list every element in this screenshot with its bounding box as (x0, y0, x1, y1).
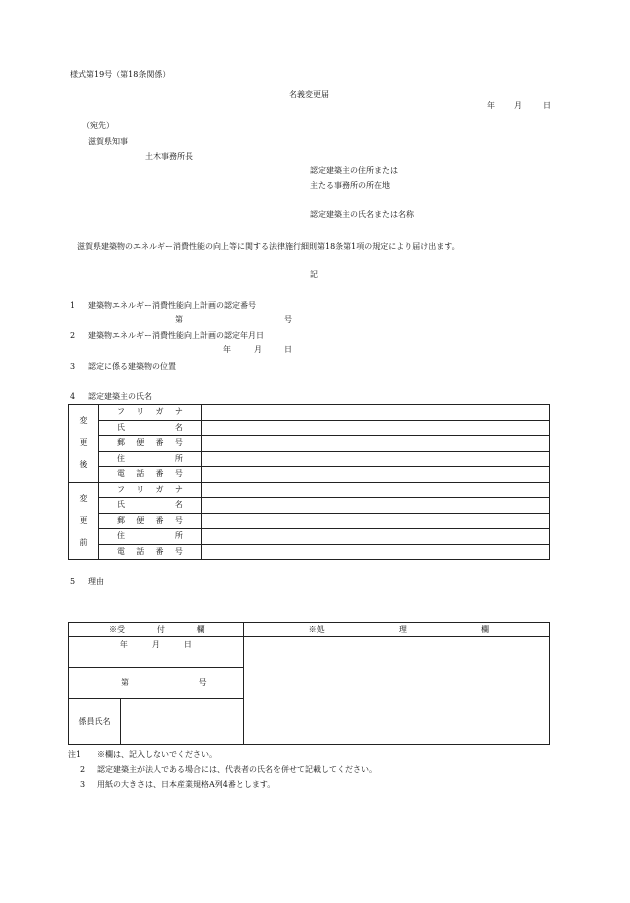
processing-header: ※処 理 欄 (243, 623, 549, 637)
note-2: 認定建築主が法人である場合には、代表者の氏名を併せて記載してください。 (97, 765, 377, 774)
after-address-label: 住 所 (98, 451, 201, 467)
table-row (69, 544, 550, 560)
after-name-label: 氏 名 (98, 420, 201, 436)
item2-year: 年 (223, 345, 231, 354)
form-number: 様式第19号（第18条関係） (70, 70, 171, 79)
ki-heading: 記 (310, 270, 318, 279)
item3-text: 認定に係る建築物の位置 (88, 362, 176, 371)
item4-number: 4 (70, 392, 76, 401)
after-name-field[interactable] (201, 420, 549, 436)
before-change-label: 変 更 前 (69, 482, 99, 560)
after-address-field[interactable] (201, 451, 549, 467)
item1-number: 1 (70, 301, 76, 310)
page-title: 名義変更届 (289, 90, 329, 99)
table-row (69, 467, 550, 483)
item5-text: 理由 (88, 577, 104, 586)
note-prefix: 注1 (68, 750, 82, 759)
after-postal-field[interactable] (201, 436, 549, 452)
item2-text: 建築物エネルギー消費性能向上計画の認定年月日 (88, 331, 264, 340)
table-row (69, 436, 550, 452)
before-furigana-field[interactable] (201, 482, 549, 498)
table-row (69, 498, 550, 514)
before-address-field[interactable] (201, 529, 549, 545)
note-3-number: 3 (80, 780, 86, 789)
item5-number: 5 (70, 577, 76, 586)
applicant-address-label-2: 主たる事務所の所在地 (310, 181, 390, 190)
item1-text: 建築物エネルギー消費性能向上計画の認定番号 (88, 301, 256, 310)
note-1: ※欄は、記入しないでください。 (97, 750, 217, 759)
table-row (69, 482, 550, 498)
before-postal-label: 郵 便 番 号 (98, 513, 201, 529)
before-furigana-label: フ リ ガ ナ (98, 482, 201, 498)
item1-go: 号 (284, 315, 292, 324)
office-use-table (68, 622, 550, 745)
before-name-label: 氏 名 (98, 498, 201, 514)
date-year-label: 年 (487, 101, 495, 110)
before-phone-label: 電 話 番 号 (98, 544, 201, 560)
addressee-label: （宛先） (82, 121, 114, 130)
reception-header: ※受 付 欄 (69, 623, 244, 637)
note-3: 用紙の大きさは、日本産業規格A列4番とします。 (97, 780, 276, 789)
after-furigana-label: フ リ ガ ナ (98, 405, 201, 421)
owner-change-table (68, 404, 550, 560)
reception-number-cell: 第 号 (69, 668, 244, 699)
staff-name-field[interactable] (120, 699, 243, 745)
table-row (69, 529, 550, 545)
note-2-number: 2 (80, 765, 86, 774)
date-day-label: 日 (543, 101, 551, 110)
table-row (69, 405, 550, 421)
addressee-office-chief: 土木事務所長 (145, 152, 193, 161)
before-postal-field[interactable] (201, 513, 549, 529)
after-change-label: 変 更 後 (69, 405, 99, 483)
item1-dai: 第 (175, 315, 183, 324)
before-name-field[interactable] (201, 498, 549, 514)
table-row (69, 637, 550, 668)
table-row (69, 451, 550, 467)
body-text: 滋賀県建築物のエネルギー消費性能の向上等に関する法律施行細則第18条第1項の規定により届け出ます。 (77, 242, 460, 251)
applicant-address-label: 認定建築主の住所または (310, 166, 398, 175)
applicant-name-label: 認定建築主の氏名または名称 (310, 210, 414, 219)
table-row (69, 420, 550, 436)
before-address-label: 住 所 (98, 529, 201, 545)
date-month-label: 月 (514, 101, 522, 110)
processing-area[interactable] (243, 637, 549, 745)
item2-day: 日 (284, 345, 292, 354)
after-phone-field[interactable] (201, 467, 549, 483)
table-row (69, 513, 550, 529)
reception-date-cell: 年 月 日 (69, 637, 244, 668)
staff-name-label: 係員氏名 (69, 699, 121, 745)
after-furigana-field[interactable] (201, 405, 549, 421)
item4-text: 認定建築主の氏名 (88, 392, 152, 401)
after-postal-label: 郵 便 番 号 (98, 436, 201, 452)
table-row (69, 623, 550, 637)
addressee-governor: 滋賀県知事 (88, 137, 128, 146)
item3-number: 3 (70, 362, 76, 371)
after-phone-label: 電 話 番 号 (98, 467, 201, 483)
before-phone-field[interactable] (201, 544, 549, 560)
item2-number: 2 (70, 331, 76, 340)
item2-month: 月 (254, 345, 262, 354)
